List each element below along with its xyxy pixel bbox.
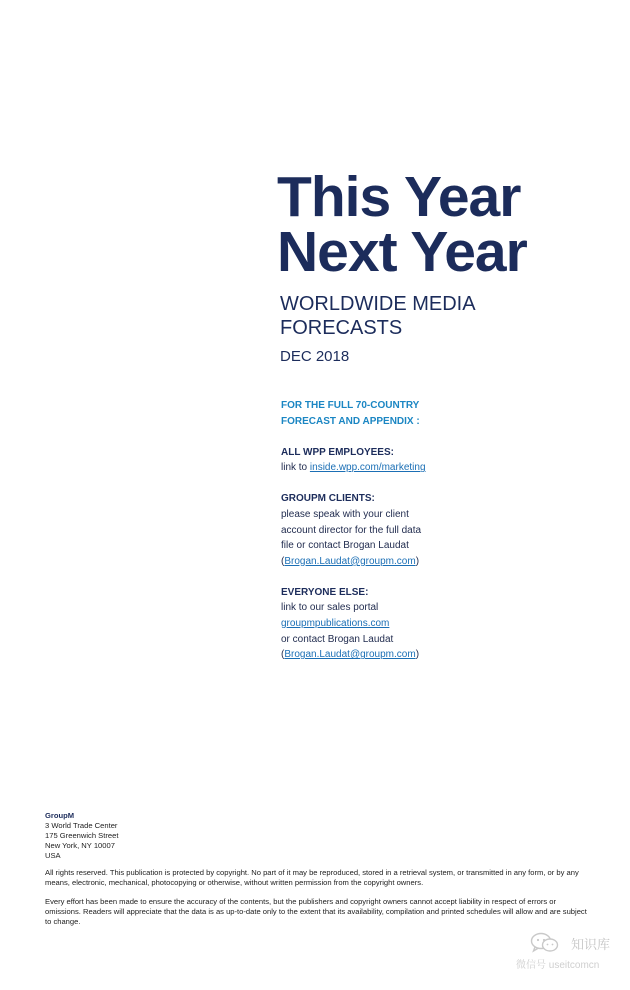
call-to-action (281, 398, 531, 429)
groupm-clients-heading: GROUPM CLIENTS: (281, 493, 375, 505)
address-line-2: 175 Greenwich Street (45, 831, 119, 840)
sales-portal-link[interactable]: groupmpublications.com (281, 618, 390, 630)
access-info (281, 398, 531, 663)
cta-line-1: FOR THE FULL 70-COUNTRY (281, 400, 420, 411)
company-name: GroupM (45, 811, 75, 820)
clients-line-2: account director for the full data (281, 524, 422, 536)
everyone-else-section (281, 585, 531, 663)
clients-email-line (281, 554, 531, 570)
subtitle-line-2: FORECASTS (280, 317, 403, 339)
title-line-2: Next Year (277, 220, 527, 284)
watermark (516, 932, 626, 972)
subtitle (280, 292, 617, 340)
clients-email-link[interactable]: Brogan.Laudat@groupm.com (284, 555, 416, 567)
address-line-3: New York, NY 10007 (45, 841, 115, 850)
address-line-1: 3 World Trade Center (45, 821, 118, 830)
publication-date: DEC 2018 (280, 348, 350, 365)
copyright-notice: All rights reserved. This publication is protected by copyright. No part of it may be reproduced, stored in a retrieval system, or transmitted in any form, or by any means, electronic, mechanical, photocopying or otherwise, without written permission from the copyright owners. (45, 868, 579, 887)
groupm-clients-section (281, 491, 531, 569)
clients-email-open-paren: ( (281, 555, 285, 567)
everyone-email-close-paren: ) (415, 649, 420, 661)
wechat-icon (530, 932, 560, 952)
cta-line-2: FORECAST AND APPENDIX : (281, 415, 420, 427)
watermark-account: 微信号 useitcomcn (516, 960, 600, 971)
title-block (277, 165, 617, 366)
address-line-4: USA (45, 851, 61, 860)
title-line-1: This Year (277, 165, 521, 229)
clients-email-close-paren: ) (415, 555, 420, 567)
everyone-email-open-paren: ( (281, 649, 285, 661)
sales-portal-line (281, 616, 531, 632)
wpp-employees-section (281, 445, 531, 476)
wpp-employees-text (281, 460, 531, 476)
disclaimer: Every effort has been made to ensure the accuracy of the contents, but the publishers and copyright owners cannot accept liability in respect of errors or omissions. Readers will appreciate that the data is as up-to-date only to the extent that its availability, compilation and printed schedules will allow and are subject to change. (45, 897, 587, 926)
watermark-name: 知识库 (571, 937, 611, 952)
everyone-email-line (281, 647, 531, 663)
footer (45, 811, 590, 927)
everyone-line-1: link to our sales portal (281, 602, 379, 614)
wpp-marketing-link[interactable]: inside.wpp.com/marketing (309, 462, 426, 474)
subtitle-line-1: WORLDWIDE MEDIA (280, 293, 476, 315)
everyone-email-link[interactable]: Brogan.Laudat@groupm.com (284, 649, 416, 661)
wpp-employees-heading: ALL WPP EMPLOYEES: (281, 446, 394, 458)
everyone-else-heading: EVERYONE ELSE: (281, 586, 369, 598)
clients-line-3: file or contact Brogan Laudat (281, 540, 409, 552)
everyone-line-2: or contact Brogan Laudat (281, 633, 394, 645)
wpp-link-prefix: link to (281, 462, 310, 474)
clients-line-1: please speak with your client (281, 508, 409, 520)
